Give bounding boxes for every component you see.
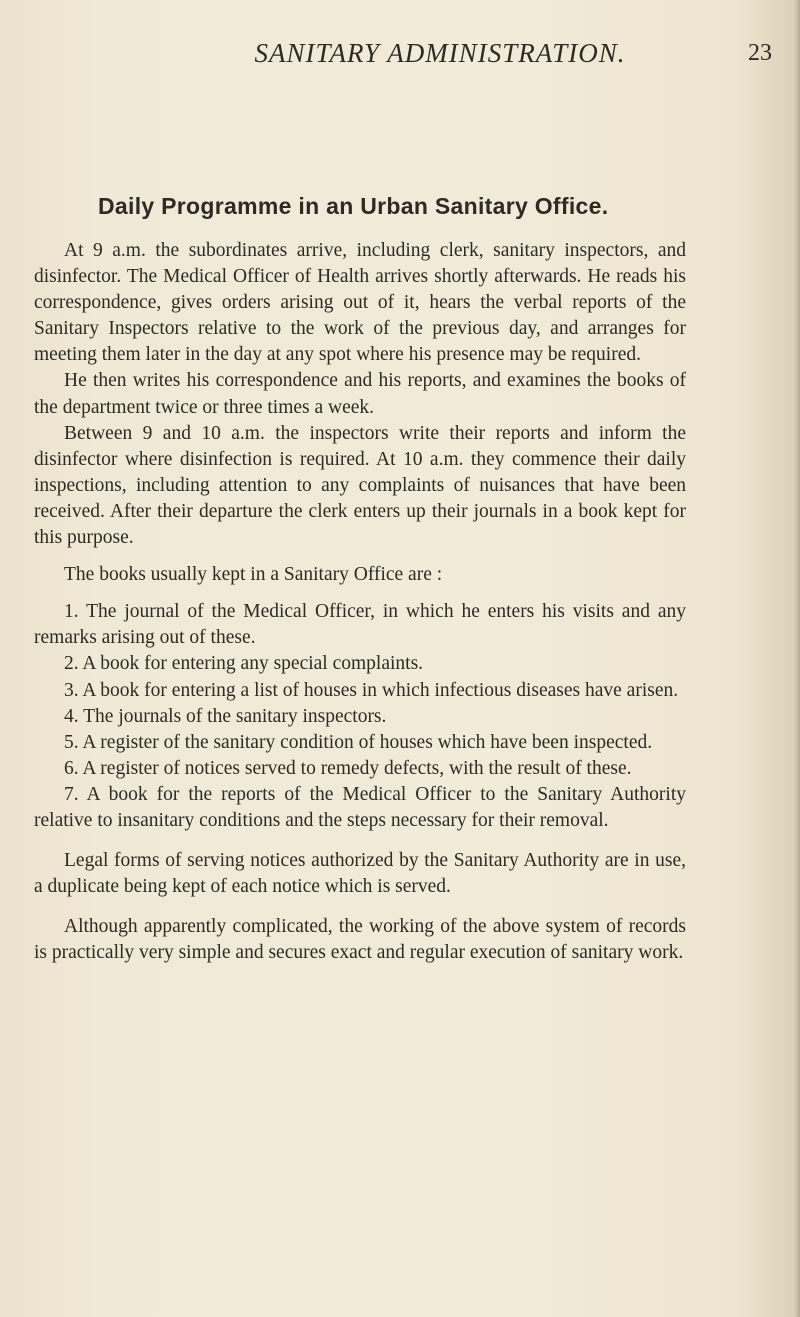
section-title: Daily Programme in an Urban Sanitary Office. xyxy=(98,193,609,219)
running-head: SANITARY ADMINISTRATION. xyxy=(254,38,626,68)
list-item: 7. A book for the reports of the Medical Officer to the Sanitary Authority relative to insanitary conditions and the steps necessary for their removal. xyxy=(34,783,686,831)
list-item: 3. A book for entering a list of houses in which infectious diseases have arisen. xyxy=(64,679,679,701)
paragraph: At 9 a.m. the subordinates arrive, including clerk, sanitary inspectors, and disinfector. The Medical Officer of Health arrives shortly afterwards. He reads his correspondence, gives orders arising out of it, hears the verbal reports of the Sanitary Inspectors relative to the work of the previous day, and arranges for meeting them later in the day at any spot where his presence may be required. xyxy=(34,240,686,366)
paragraph: Legal forms of serving notices authorized by the Sanitary Authority are in use, a duplicate being kept of each notice which is served. xyxy=(34,850,686,898)
paragraph: The books usually kept in a Sanitary Office are : xyxy=(64,564,443,586)
paragraph: Between 9 and 10 a.m. the inspectors write their reports and inform the disinfector where disinfection is required. At 10 a.m. they commence their daily inspections, including attention to any complaints of nuisances that have been received. After their departure the clerk enters up their journals in a book kept for this purpose. xyxy=(34,422,686,549)
page-edge-shadow xyxy=(794,0,800,1317)
list-item: 1. The journal of the Medical Officer, in which he enters his visits and any remarks arising out of these. xyxy=(34,601,686,649)
paragraph: Although apparently complicated, the working of the above system of records is practically very simple and secures exact and regular execution of sanitary work. xyxy=(34,916,686,964)
list-item: 4. The journals of the sanitary inspectors. xyxy=(64,705,387,727)
list-item: 2. A book for entering any special complaints. xyxy=(64,653,424,675)
paragraph: He then writes his correspondence and his reports, and examines the books of the department twice or three times a week. xyxy=(34,370,686,418)
body-text xyxy=(34,238,686,966)
list-item: 6. A register of notices served to remedy defects, with the result of these. xyxy=(64,757,632,779)
list-item: 5. A register of the sanitary condition of houses which have been inspected. xyxy=(64,731,653,753)
page-number: 23 xyxy=(748,40,772,66)
